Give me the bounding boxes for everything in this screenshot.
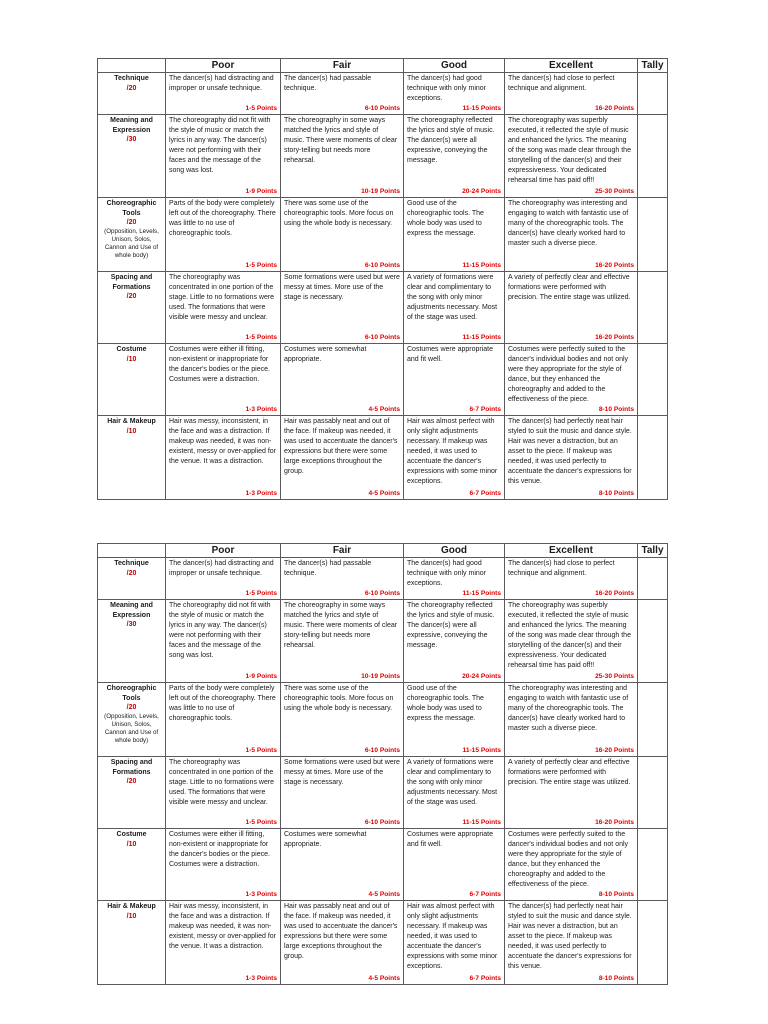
fair-text: The choreography in some ways matched the lyrics and style of music. There were moments of clear story-telling but needs more rehearsal. <box>284 602 398 649</box>
poor-cell <box>166 558 281 600</box>
category-note: (Opposition, Levels, Unison, Solos, Cannon and Use of whole body) <box>104 227 159 260</box>
poor-cell <box>166 198 281 272</box>
fair-points: 4-5 Points <box>368 406 400 413</box>
category-max: /20 <box>126 778 137 785</box>
fair-text: The dancer(s) had passable technique. <box>284 560 372 577</box>
tally-cell[interactable] <box>638 558 668 600</box>
header-good: Good <box>404 544 505 558</box>
category-cell <box>98 73 166 115</box>
poor-cell <box>166 73 281 115</box>
category-name: Spacing and Formations <box>110 274 153 291</box>
poor-text: Parts of the body were completely left out of the choreography. There was little to no use of choreographic tools. <box>169 685 276 722</box>
fair-cell <box>281 198 404 272</box>
good-text: The choreography reflected the lyrics and style of music. The dancer(s) were all expressive, conveying the message. <box>407 602 495 649</box>
poor-text: Hair was messy, inconsistent, in the face and was a distraction. If makeup was needed, it was non-existent, messy or over-applied for the venue. It was a distraction. <box>169 418 276 465</box>
header-row <box>98 544 668 558</box>
header-excellent: Excellent <box>505 59 638 73</box>
good-cell <box>404 757 505 829</box>
good-cell <box>404 600 505 683</box>
category-name: Choreographic Tools <box>106 685 157 702</box>
fair-cell <box>281 558 404 600</box>
poor-cell <box>166 272 281 344</box>
excellent-points: 16-20 Points <box>595 819 634 826</box>
fair-cell <box>281 829 404 901</box>
fair-points: 4-5 Points <box>368 891 400 898</box>
good-points: 6-7 Points <box>469 975 501 982</box>
excellent-points: 16-20 Points <box>595 262 634 269</box>
fair-points: 4-5 Points <box>368 490 400 497</box>
excellent-text: The choreography was interesting and engaging to watch with fantastic use of many of the choreographic tools. The dancer(s) have clearly worked hard to master such a diverse piece. <box>508 685 629 732</box>
tally-cell[interactable] <box>638 416 668 500</box>
category-note: (Opposition, Levels, Unison, Solos, Cannon and Use of whole body) <box>104 712 159 745</box>
poor-points: 1-5 Points <box>245 819 277 826</box>
category-cell <box>98 683 166 757</box>
fair-points: 4-5 Points <box>368 975 400 982</box>
header-poor: Poor <box>166 59 281 73</box>
tally-cell[interactable] <box>638 901 668 985</box>
category-cell <box>98 416 166 500</box>
category-max: /30 <box>126 621 137 628</box>
excellent-points: 8-10 Points <box>598 891 634 898</box>
good-points: 11-15 Points <box>462 334 501 341</box>
tally-cell[interactable] <box>638 115 668 198</box>
category-max: /20 <box>126 293 137 300</box>
category-name: Costume <box>116 831 147 838</box>
excellent-text: The dancer(s) had close to perfect technique and alignment. <box>508 560 615 577</box>
tally-cell[interactable] <box>638 73 668 115</box>
category-max: /20 <box>126 704 137 711</box>
row-technique <box>98 558 668 600</box>
good-cell <box>404 344 505 416</box>
poor-cell <box>166 829 281 901</box>
poor-cell <box>166 344 281 416</box>
excellent-points: 8-10 Points <box>598 406 634 413</box>
poor-points: 1-3 Points <box>245 975 277 982</box>
poor-text: The dancer(s) had distracting and improper or unsafe technique. <box>169 560 274 577</box>
row-costume <box>98 344 668 416</box>
fair-cell <box>281 416 404 500</box>
row-technique <box>98 73 668 115</box>
excellent-cell <box>505 683 638 757</box>
good-points: 11-15 Points <box>462 819 501 826</box>
row-hair-makeup <box>98 901 668 985</box>
excellent-text: The choreography was superbly executed, it reflected the style of music and enhanced the lyrics. The meaning of the song was made clear through the storytelling of the dancer(s) and their expressiveness. Your dedicated rehearsal time has paid off!! <box>508 602 631 669</box>
category-max: /20 <box>126 219 137 226</box>
poor-points: 1-5 Points <box>245 590 277 597</box>
poor-points: 1-5 Points <box>245 105 277 112</box>
poor-cell <box>166 757 281 829</box>
header-row <box>98 59 668 73</box>
header-good: Good <box>404 59 505 73</box>
excellent-cell <box>505 558 638 600</box>
poor-text: Hair was messy, inconsistent, in the face and was a distraction. If makeup was needed, it was non-existent, messy or over-applied for the venue. It was a distraction. <box>169 903 276 950</box>
fair-text: Costumes were somewhat appropriate. <box>284 831 367 848</box>
fair-points: 6-10 Points <box>364 747 400 754</box>
category-name: Spacing and Formations <box>110 759 153 776</box>
fair-text: Hair was passably neat and out of the face. If makeup was needed, it was used to accentuate the dancer's expressions but there were some large exceptions throughout the group. <box>284 903 398 960</box>
tally-cell[interactable] <box>638 683 668 757</box>
excellent-text: The choreography was superbly executed, it reflected the style of music and enhanced the lyrics. The meaning of the song was made clear through the storytelling of the dancer(s) and their expressiveness. Your dedicated rehearsal time has paid off!! <box>508 117 631 184</box>
row-hair-makeup <box>98 416 668 500</box>
fair-points: 6-10 Points <box>364 334 400 341</box>
fair-text: The choreography in some ways matched the lyrics and style of music. There were moments of clear story-telling but needs more rehearsal. <box>284 117 398 164</box>
category-name: Costume <box>116 346 147 353</box>
category-name: Hair & Makeup <box>107 903 156 910</box>
excellent-points: 16-20 Points <box>595 590 634 597</box>
category-cell <box>98 558 166 600</box>
excellent-text: The dancer(s) had perfectly neat hair styled to suit the music and dance style. Hair was never a distraction, but an asset to the piece. If makeup was needed, it was used perfectly to accentuate the dancer's expressions for this venue. <box>508 418 632 485</box>
header-tally: Tally <box>638 59 668 73</box>
row-spacing-formations <box>98 272 668 344</box>
poor-text: The choreography was concentrated in one portion of the stage. Little to no formations were used. The formations that were visible were messy and unclear. <box>169 274 275 321</box>
excellent-text: Costumes were perfectly suited to the dancer's individual bodies and not only were they appropriate for the style of dance, but they enhanced the choreography and added to the effectiveness of the piece. <box>508 831 629 888</box>
header-fair: Fair <box>281 59 404 73</box>
excellent-cell <box>505 600 638 683</box>
good-text: Good use of the choreographic tools. The whole body was used to express the message. <box>407 200 484 237</box>
fair-text: Hair was passably neat and out of the face. If makeup was needed, it was used to accentuate the dancer's expressions but there were some large exceptions throughout the group. <box>284 418 398 475</box>
good-cell <box>404 198 505 272</box>
fair-cell <box>281 115 404 198</box>
fair-text: There was some use of the choreographic tools. More focus on using the whole body is necessary. <box>284 200 394 227</box>
poor-cell <box>166 683 281 757</box>
row-choreographic-tools <box>98 683 668 757</box>
tally-cell[interactable] <box>638 198 668 272</box>
excellent-text: A variety of perfectly clear and effective formations were performed with precision. The entire stage was utilized. <box>508 274 631 301</box>
header-poor: Poor <box>166 544 281 558</box>
header-tally: Tally <box>638 544 668 558</box>
fair-points: 10-19 Points <box>361 673 400 680</box>
excellent-cell <box>505 115 638 198</box>
good-cell <box>404 558 505 600</box>
excellent-text: The choreography was interesting and engaging to watch with fantastic use of many of the choreographic tools. The dancer(s) have clearly worked hard to master such a diverse piece. <box>508 200 629 247</box>
fair-text: Costumes were somewhat appropriate. <box>284 346 367 363</box>
excellent-text: Costumes were perfectly suited to the dancer's individual bodies and not only were they appropriate for the style of dance, but they enhanced the choreography and added to the effectiveness of the piece. <box>508 346 629 403</box>
fair-cell <box>281 272 404 344</box>
excellent-points: 16-20 Points <box>595 334 634 341</box>
good-points: 20-24 Points <box>462 673 501 680</box>
good-cell <box>404 683 505 757</box>
poor-points: 1-5 Points <box>245 747 277 754</box>
good-points: 11-15 Points <box>462 105 501 112</box>
poor-cell <box>166 600 281 683</box>
row-choreographic-tools <box>98 198 668 272</box>
excellent-cell <box>505 198 638 272</box>
category-cell <box>98 901 166 985</box>
excellent-cell <box>505 416 638 500</box>
good-cell <box>404 901 505 985</box>
excellent-cell <box>505 272 638 344</box>
tally-cell[interactable] <box>638 272 668 344</box>
category-max: /10 <box>126 355 137 363</box>
excellent-points: 16-20 Points <box>595 747 634 754</box>
header-fair: Fair <box>281 544 404 558</box>
header-excellent: Excellent <box>505 544 638 558</box>
poor-points: 1-3 Points <box>245 490 277 497</box>
category-max: /20 <box>126 84 137 92</box>
excellent-points: 25-30 Points <box>595 188 634 195</box>
good-cell <box>404 416 505 500</box>
tally-cell[interactable] <box>638 829 668 901</box>
fair-points: 6-10 Points <box>364 819 400 826</box>
good-points: 11-15 Points <box>462 262 501 269</box>
category-name: Technique <box>114 560 149 567</box>
good-text: The choreography reflected the lyrics and style of music. The dancer(s) were all expressive, conveying the message. <box>407 117 495 164</box>
header-blank <box>98 544 166 558</box>
tally-cell[interactable] <box>638 600 668 683</box>
poor-text: Costumes were either ill fitting, non-existent or inappropriate for the dancer's bodies or the piece. Costumes were a distraction. <box>169 831 270 868</box>
fair-cell <box>281 757 404 829</box>
category-max: /10 <box>126 840 137 848</box>
category-cell <box>98 272 166 344</box>
row-costume <box>98 829 668 901</box>
category-cell <box>98 198 166 272</box>
row-meaning-expression <box>98 115 668 198</box>
tally-cell[interactable] <box>638 757 668 829</box>
good-text: Costumes were appropriate and fit well. <box>407 831 493 848</box>
category-cell <box>98 829 166 901</box>
fair-points: 6-10 Points <box>364 590 400 597</box>
fair-points: 6-10 Points <box>364 105 400 112</box>
excellent-points: 8-10 Points <box>598 490 634 497</box>
fair-points: 10-19 Points <box>361 188 400 195</box>
excellent-text: A variety of perfectly clear and effective formations were performed with precision. The entire stage was utilized. <box>508 759 631 786</box>
row-spacing-formations <box>98 757 668 829</box>
excellent-points: 25-30 Points <box>595 673 634 680</box>
good-cell <box>404 73 505 115</box>
category-name: Choreographic Tools <box>106 200 157 217</box>
tally-cell[interactable] <box>638 344 668 416</box>
rubric-table-bottom <box>97 543 668 985</box>
poor-text: The choreography was concentrated in one portion of the stage. Little to no formations were used. The formations that were visible were messy and unclear. <box>169 759 275 806</box>
category-max: /20 <box>126 569 137 577</box>
poor-points: 1-3 Points <box>245 406 277 413</box>
good-text: A variety of formations were clear and complimentary to the song with only minor adjustments necessary. Most of the stage was used. <box>407 759 498 806</box>
poor-text: The choreography did not fit with the style of music or match the lyrics in any way. The dancer(s) were not performing with their faces and the message of the song was lost. <box>169 117 271 174</box>
good-points: 6-7 Points <box>469 891 501 898</box>
fair-cell <box>281 73 404 115</box>
good-text: Good use of the choreographic tools. The whole body was used to express the message. <box>407 685 484 722</box>
poor-points: 1-9 Points <box>245 673 277 680</box>
poor-text: Parts of the body were completely left out of the choreography. There was little to no use of choreographic tools. <box>169 200 276 237</box>
header-blank <box>98 59 166 73</box>
good-points: 20-24 Points <box>462 188 501 195</box>
good-text: The dancer(s) had good technique with only minor exceptions. <box>407 75 486 102</box>
excellent-cell <box>505 829 638 901</box>
category-name: Technique <box>114 75 149 82</box>
excellent-text: The dancer(s) had close to perfect technique and alignment. <box>508 75 615 92</box>
category-cell <box>98 600 166 683</box>
good-text: Hair was almost perfect with only slight adjustments necessary. If makeup was needed, it was used to accentuate the dancer's expressions with some minor exceptions. <box>407 418 498 485</box>
poor-text: The dancer(s) had distracting and improper or unsafe technique. <box>169 75 274 92</box>
excellent-cell <box>505 901 638 985</box>
poor-text: The choreography did not fit with the style of music or match the lyrics in any way. The dancer(s) were not performing with their faces and the message of the song was lost. <box>169 602 271 659</box>
category-cell <box>98 115 166 198</box>
poor-points: 1-9 Points <box>245 188 277 195</box>
good-text: A variety of formations were clear and complimentary to the song with only minor adjustments necessary. Most of the stage was used. <box>407 274 498 321</box>
row-meaning-expression <box>98 600 668 683</box>
good-text: Costumes were appropriate and fit well. <box>407 346 493 363</box>
poor-cell <box>166 901 281 985</box>
excellent-points: 8-10 Points <box>598 975 634 982</box>
fair-text: There was some use of the choreographic tools. More focus on using the whole body is necessary. <box>284 685 394 712</box>
fair-points: 6-10 Points <box>364 262 400 269</box>
excellent-text: The dancer(s) had perfectly neat hair styled to suit the music and dance style. Hair was never a distraction, but an asset to the piece. If makeup was needed, it was used perfectly to accentuate the dancer's expressions for this venue. <box>508 903 632 970</box>
poor-points: 1-5 Points <box>245 262 277 269</box>
fair-text: Some formations were used but were messy at times. More use of the stage is necessary. <box>284 759 400 786</box>
poor-cell <box>166 115 281 198</box>
fair-cell <box>281 901 404 985</box>
fair-cell <box>281 600 404 683</box>
excellent-cell <box>505 757 638 829</box>
category-max: /10 <box>126 427 137 435</box>
rubric-table-top <box>97 58 668 500</box>
good-points: 6-7 Points <box>469 406 501 413</box>
category-max: /10 <box>126 912 137 920</box>
good-cell <box>404 272 505 344</box>
excellent-cell <box>505 73 638 115</box>
fair-cell <box>281 683 404 757</box>
category-cell <box>98 757 166 829</box>
fair-text: Some formations were used but were messy at times. More use of the stage is necessary. <box>284 274 400 301</box>
good-points: 6-7 Points <box>469 490 501 497</box>
poor-cell <box>166 416 281 500</box>
category-name: Hair & Makeup <box>107 418 156 425</box>
good-points: 11-15 Points <box>462 590 501 597</box>
good-cell <box>404 115 505 198</box>
poor-points: 1-3 Points <box>245 891 277 898</box>
excellent-cell <box>505 344 638 416</box>
good-text: The dancer(s) had good technique with only minor exceptions. <box>407 560 486 587</box>
category-max: /30 <box>126 136 137 143</box>
good-text: Hair was almost perfect with only slight adjustments necessary. If makeup was needed, it was used to accentuate the dancer's expressions with some minor exceptions. <box>407 903 498 970</box>
good-cell <box>404 829 505 901</box>
good-points: 11-15 Points <box>462 747 501 754</box>
fair-cell <box>281 344 404 416</box>
category-name: Meaning and Expression <box>110 117 153 134</box>
category-cell <box>98 344 166 416</box>
fair-text: The dancer(s) had passable technique. <box>284 75 372 92</box>
poor-text: Costumes were either ill fitting, non-existent or inappropriate for the dancer's bodies or the piece. Costumes were a distraction. <box>169 346 270 383</box>
excellent-points: 16-20 Points <box>595 105 634 112</box>
poor-points: 1-5 Points <box>245 334 277 341</box>
category-name: Meaning and Expression <box>110 602 153 619</box>
